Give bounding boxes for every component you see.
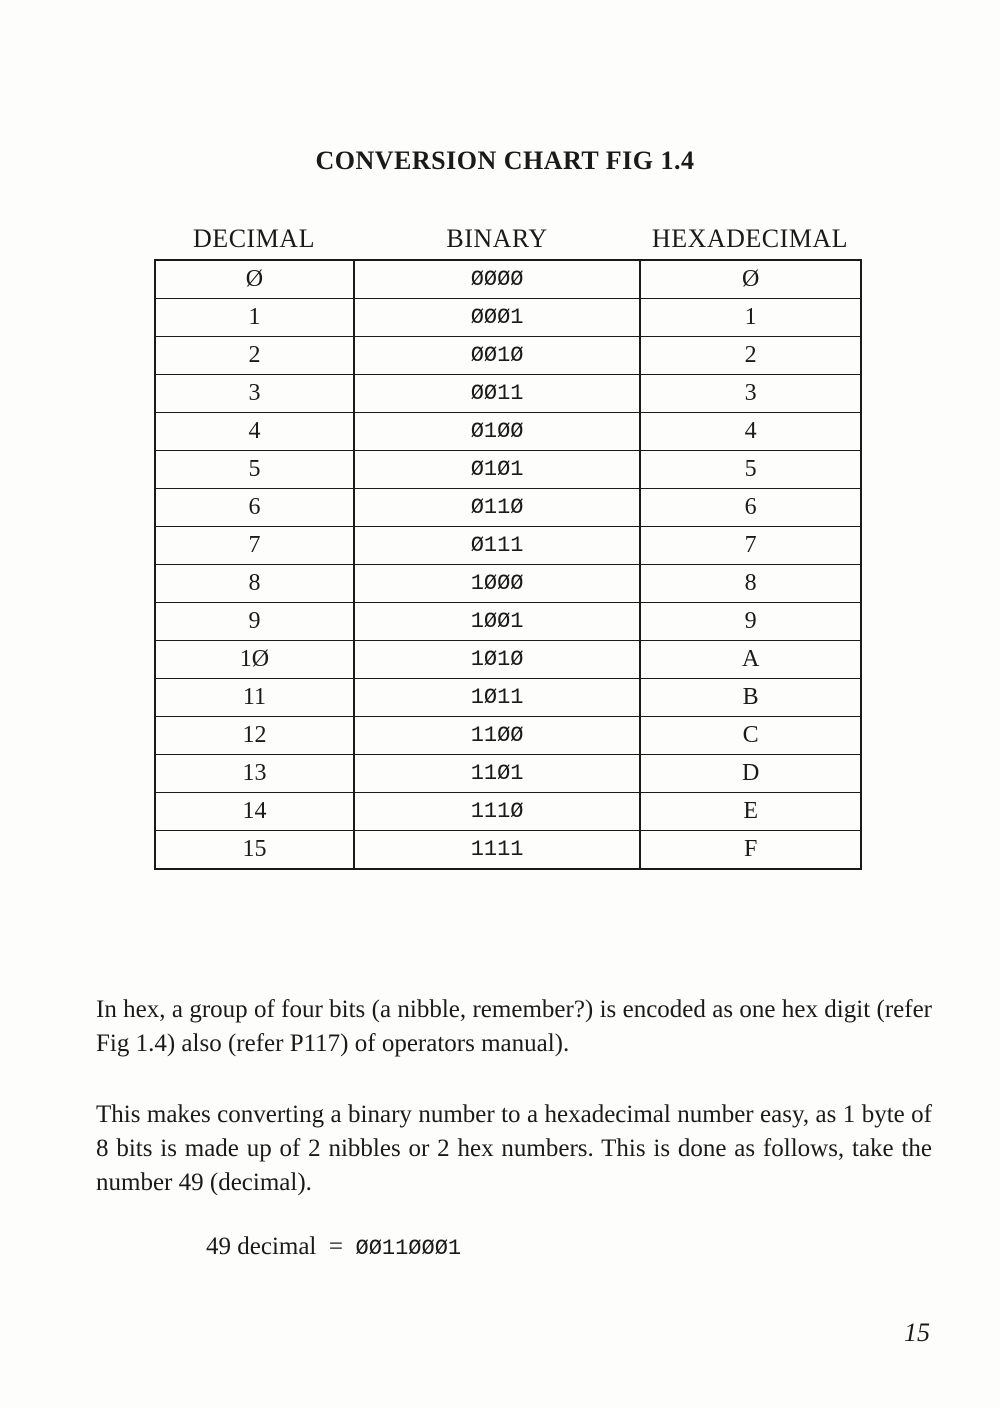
binary-cell: 1Ø1Ø xyxy=(354,641,640,679)
decimal-cell: 3 xyxy=(155,375,354,413)
decimal-cell: 5 xyxy=(155,451,354,489)
binary-cell: ØØØ1 xyxy=(354,299,640,337)
hex-cell: D xyxy=(640,755,861,793)
hex-cell: 9 xyxy=(640,603,861,641)
binary-cell: Ø11Ø xyxy=(354,489,640,527)
conversion-table xyxy=(154,259,862,870)
decimal-cell: 8 xyxy=(155,565,354,603)
decimal-cell: Ø xyxy=(155,260,354,299)
column-headers xyxy=(154,224,862,258)
decimal-cell: 9 xyxy=(155,603,354,641)
example-line xyxy=(206,1233,461,1261)
example-decimal: 49 decimal xyxy=(206,1233,317,1260)
binary-cell: Ø1Ø1 xyxy=(354,451,640,489)
table-row xyxy=(155,489,861,527)
table-row xyxy=(155,260,861,299)
hex-cell: E xyxy=(640,793,861,831)
decimal-cell: 2 xyxy=(155,337,354,375)
binary-cell: 111Ø xyxy=(354,793,640,831)
hex-cell: Ø xyxy=(640,260,861,299)
decimal-cell: 4 xyxy=(155,413,354,451)
header-hexadecimal: HEXADECIMAL xyxy=(651,224,849,253)
table-row xyxy=(155,717,861,755)
hex-cell: 8 xyxy=(640,565,861,603)
table-row xyxy=(155,831,861,870)
hex-cell: 7 xyxy=(640,527,861,565)
binary-cell: 1ØØ1 xyxy=(354,603,640,641)
table-row xyxy=(155,793,861,831)
table-row xyxy=(155,603,861,641)
hex-cell: 1 xyxy=(640,299,861,337)
table-row xyxy=(155,337,861,375)
example-equals: = xyxy=(328,1233,343,1260)
binary-cell: ØØØØ xyxy=(354,260,640,299)
decimal-cell: 6 xyxy=(155,489,354,527)
decimal-cell: 12 xyxy=(155,717,354,755)
decimal-cell: 14 xyxy=(155,793,354,831)
decimal-cell: 11 xyxy=(155,679,354,717)
table-row xyxy=(155,679,861,717)
table-row xyxy=(155,451,861,489)
binary-cell: Ø111 xyxy=(354,527,640,565)
table-row xyxy=(155,413,861,451)
table-row xyxy=(155,375,861,413)
binary-cell: 1111 xyxy=(354,831,640,870)
decimal-cell: 15 xyxy=(155,831,354,870)
hex-cell: A xyxy=(640,641,861,679)
decimal-cell: 13 xyxy=(155,755,354,793)
conversion-table-body xyxy=(155,260,861,869)
paragraph-conversion: This makes converting a binary number to a hexadecimal number easy, as 1 byte of 8 bits is made up of 2 nibbles or 2 hex numbers. This is done as follows, take the number 49 (decimal). xyxy=(96,1101,932,1196)
hex-cell: 2 xyxy=(640,337,861,375)
chart-title: CONVERSION CHART FIG 1.4 xyxy=(315,146,695,175)
hex-cell: 6 xyxy=(640,489,861,527)
binary-cell: 1ØØØ xyxy=(354,565,640,603)
table-row xyxy=(155,527,861,565)
binary-cell: Ø1ØØ xyxy=(354,413,640,451)
paragraph-nibble: In hex, a group of four bits (a nibble, remember?) is encoded as one hex digit (refer Fig 1.4) also (refer P117) of operators manual). xyxy=(96,996,932,1057)
hex-cell: C xyxy=(640,717,861,755)
binary-cell: 11ØØ xyxy=(354,717,640,755)
hex-cell: F xyxy=(640,831,861,870)
hex-cell: B xyxy=(640,679,861,717)
binary-cell: 11Ø1 xyxy=(354,755,640,793)
hex-cell: 5 xyxy=(640,451,861,489)
decimal-cell: 1Ø xyxy=(155,641,354,679)
decimal-cell: 1 xyxy=(155,299,354,337)
hex-cell: 4 xyxy=(640,413,861,451)
example-binary: ØØ11ØØØ1 xyxy=(355,1236,462,1261)
table-row xyxy=(155,755,861,793)
header-binary: BINARY xyxy=(446,224,548,253)
table-row xyxy=(155,299,861,337)
binary-cell: ØØ1Ø xyxy=(354,337,640,375)
hex-cell: 3 xyxy=(640,375,861,413)
binary-cell: ØØ11 xyxy=(354,375,640,413)
table-row xyxy=(155,641,861,679)
page-number: 15 xyxy=(904,1318,930,1347)
binary-cell: 1Ø11 xyxy=(354,679,640,717)
decimal-cell: 7 xyxy=(155,527,354,565)
header-decimal: DECIMAL xyxy=(193,224,315,253)
table-row xyxy=(155,565,861,603)
